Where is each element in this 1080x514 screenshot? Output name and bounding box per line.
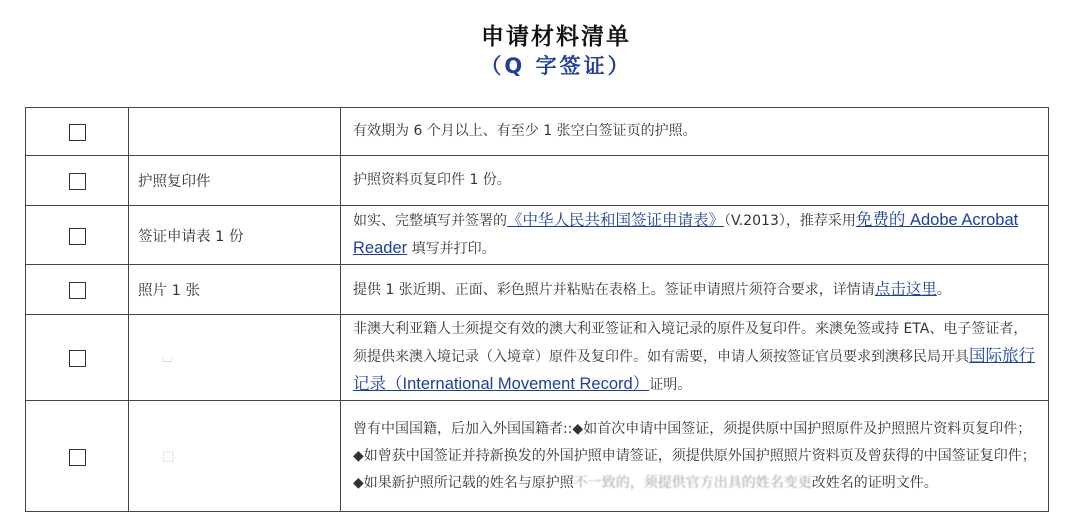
- page-subtitle: （Q 字签证）: [480, 54, 632, 78]
- description-text: 如实、完整填写并签署的: [353, 213, 507, 229]
- faint-mark: ⌴: [162, 350, 173, 366]
- item-description: [341, 401, 1049, 512]
- checkbox-cell: [26, 156, 129, 206]
- item-description: 有效期为 6 个月以上、有至少 1 张空白签证页的护照。: [341, 108, 1049, 156]
- description-text: 改姓名的证明文件。: [811, 474, 938, 491]
- item-name: 签证申请表 1 份: [129, 206, 341, 265]
- description-text: 填写并打印。: [407, 241, 496, 257]
- former-chinese-national-checkbox[interactable]: [69, 449, 86, 466]
- description-text: （V.2013），推荐采用: [724, 213, 856, 229]
- materials-table: [25, 107, 1049, 512]
- faint-mark: ⬚: [162, 449, 175, 464]
- item-name: [129, 401, 341, 512]
- description-text: 非澳大利亚籍人士须提交有效的澳大利亚签证和入境记录的原件及复印件。来澳免签或持 ETA、电子签证者，须提供来澳入境记录（入境章）原件及复印件。如有需要，申请人须按签证官员要求到澳移民局开具: [353, 321, 1028, 365]
- passport-copy-checkbox[interactable]: [69, 173, 86, 190]
- blurred-text: 不一致的，须提供官方出具的姓名变更: [573, 474, 812, 491]
- checkbox-cell: [26, 206, 129, 265]
- item-description: [341, 206, 1049, 265]
- description-text: 曾有中国国籍，后加入外国国籍者::◆如首次申请中国签证，须提供原中国护照原件及护照照片资料页复印件；◆如曾获中国签证并持新换发的外国护照申请签证，须提供原外国护照照片资料页及曾获得的中国签证复印件；◆如果新护照所记载的姓名与原护照: [353, 420, 1036, 491]
- description-text: 证明。: [649, 377, 692, 393]
- item-name: [129, 108, 341, 156]
- item-description: 护照资料页复印件 1 份。: [341, 156, 1049, 206]
- checkbox-cell: [26, 401, 129, 512]
- table-row: [26, 156, 1049, 206]
- item-name: 护照复印件: [129, 156, 341, 206]
- table-row: [26, 265, 1049, 315]
- checkbox-cell: [26, 265, 129, 315]
- passport-checkbox[interactable]: [69, 124, 86, 141]
- table-row: [26, 401, 1049, 512]
- photo-checkbox[interactable]: [69, 282, 86, 299]
- item-name: [129, 315, 341, 401]
- item-name: 照片 1 张: [129, 265, 341, 315]
- item-description: [341, 265, 1049, 315]
- international-movement-record-link[interactable]: 国际旅行记录（International Movement Record）: [353, 347, 1035, 393]
- table-row: [26, 108, 1049, 156]
- description-text: 。: [936, 281, 951, 298]
- description-text: 提供 1 张近期、正面、彩色照片并粘贴在表格上。签证申请照片须符合要求，详情请: [353, 281, 875, 298]
- checkbox-cell: [26, 108, 129, 156]
- table-row: [26, 206, 1049, 265]
- photo-requirements-link[interactable]: 点击这里: [874, 279, 937, 298]
- page-title: 申请材料清单: [481, 24, 631, 50]
- application-form-link[interactable]: 《中华人民共和国签证申请表》: [507, 211, 725, 229]
- checkbox-cell: [26, 315, 129, 401]
- australian-visa-checkbox[interactable]: [69, 350, 86, 367]
- item-description: [341, 315, 1049, 401]
- table-row: [26, 315, 1049, 401]
- adobe-reader-link[interactable]: 免费的 Adobe Acrobat Reader: [353, 211, 1019, 257]
- application-form-checkbox[interactable]: [69, 228, 86, 245]
